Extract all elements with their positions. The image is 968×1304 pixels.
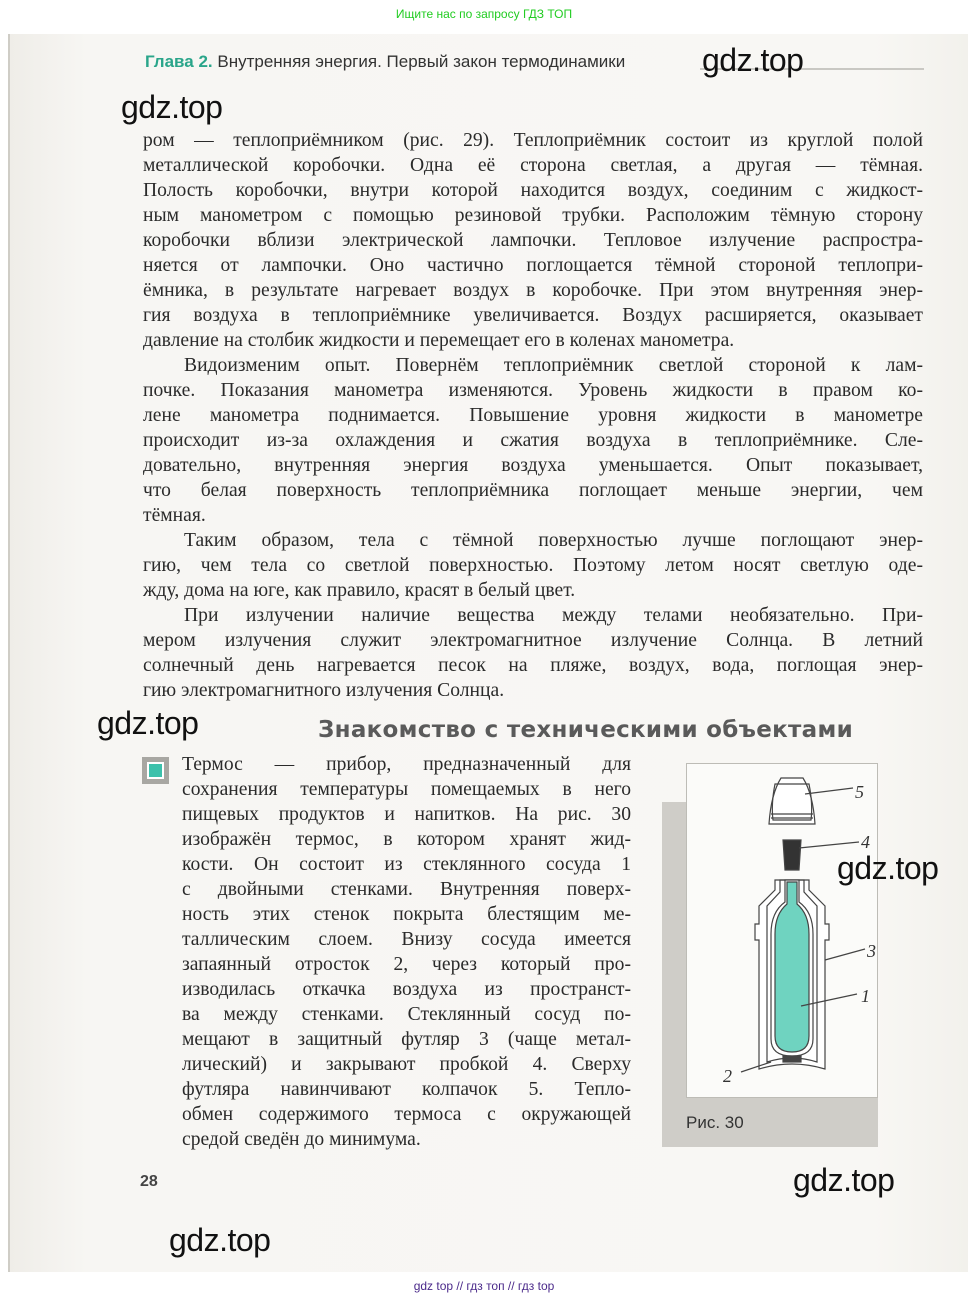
text-line: ром — теплоприёмником (рис. 29). Теплоприёмник состоит из круглой полой: [143, 130, 923, 151]
label-2: 2: [723, 1066, 732, 1086]
watermark: gdz.top: [97, 705, 199, 741]
text-line: Полость коробочки, внутри которой находится воздух, соединим с жидкост-: [143, 180, 923, 201]
thermos-text: [182, 752, 631, 1152]
text-line: ва между стенками. Стеклянный сосуд по-: [182, 1004, 631, 1025]
text-line: няется от лампочки. Оно частично поглощается тёмной стороной теплопри-: [143, 255, 923, 276]
text-line: кости. Он состоит из стеклянного сосуда 1: [182, 854, 631, 875]
text-line: пищевых продуктов и напитков. На рис. 30: [182, 804, 631, 825]
bottom-note: gdz top // гдз топ // гдз top: [413, 1279, 555, 1293]
text-line: гию электромагнитного излучения Солнца.: [143, 680, 505, 701]
text-line: Видоизменим опыт. Повернём теплоприёмник светлой стороной к лам-: [184, 355, 923, 376]
label-1: 1: [861, 986, 870, 1006]
watermark: gdz.top: [169, 1222, 271, 1258]
figure-caption: Рис. 30: [686, 1113, 744, 1132]
label-3: 3: [867, 941, 876, 961]
text-line: тёмная.: [143, 505, 206, 526]
text-line: давление на столбик жидкости и перемещает его в коленах манометра.: [143, 330, 735, 351]
text-line: сохранения температуры помещаемых в него: [182, 779, 631, 800]
text-line: ным манометром с помощью резиновой трубки. Расположим тёмную сторону: [143, 205, 923, 226]
text-line: с двойными стенками. Внутренняя поверх-: [182, 879, 631, 900]
watermark: gdz.top: [793, 1162, 895, 1198]
text-line: солнечный день нагревается песок на пляже, воздух, вода, поглощая энер-: [143, 655, 923, 676]
chapter-header: [145, 52, 625, 72]
chapter-number: Глава 2.: [145, 52, 213, 71]
text-line: таллическим слоем. Внизу сосуда имеется: [182, 929, 631, 950]
text-line: металлической коробочки. Одна её сторона светлая, а другая — тёмная.: [143, 155, 923, 176]
text-line: гию, чем тела со светлой поверхностью. Поэтому летом носят светлую оде-: [143, 555, 923, 576]
label-4: 4: [861, 832, 870, 852]
text-line: средой сведён до минимума.: [182, 1129, 421, 1150]
text-line: почке. Показания манометра изменяются. Уровень жидкости в правом ко-: [143, 380, 923, 401]
watermark: gdz.top: [702, 42, 804, 78]
text-line: гия воздуха в теплоприёмнике увеличивается. Воздух расширяется, оказывает: [143, 305, 923, 326]
text-line: лический) и закрывают пробкой 4. Сверху: [182, 1054, 631, 1075]
text-line: довательно, внутренняя энергия воздуха уменьшается. Опыт показывает,: [143, 455, 923, 476]
text-line: обмен содержимого термоса с окружающей: [182, 1104, 631, 1125]
chapter-title: Внутренняя энергия. Первый закон термодинамики: [217, 52, 626, 71]
text-line: что белая поверхность теплоприёмника поглощает меньше энергии, чем: [143, 480, 923, 501]
section-title: Знакомство с техническими объектами: [318, 717, 853, 743]
thermos-diagram: [687, 764, 879, 1099]
text-line: Таким образом, тела с тёмной поверхностью лучше поглощают энер-: [184, 530, 923, 551]
text-line: изображён термос, в котором хранят жид-: [182, 829, 631, 850]
text-line: Термос — прибор, предназначенный для: [182, 754, 631, 775]
thermos-figure: [686, 763, 878, 1098]
watermark: gdz.top: [121, 89, 223, 125]
text-line: ёмника, в результате нагревает воздух в коробочке. При этом внутренняя энер-: [143, 280, 923, 301]
label-5: 5: [855, 782, 864, 802]
text-line: мещают в защитный футляр 3 (чаще метал-: [182, 1029, 631, 1050]
text-line: коробочки вблизи электрической лампочки. Тепловое излучение распростра-: [143, 230, 923, 251]
text-line: происходит из-за охлаждения и сжатия воздуха в теплоприёмнике. Сле-: [143, 430, 923, 451]
text-line: изводилась откачка воздуха из пространст-: [182, 979, 631, 1000]
text-line: запаянный отросток 2, через который про-: [182, 954, 631, 975]
text-line: лене манометра поднимается. Повышение уровня жидкости в манометре: [143, 405, 923, 426]
text-line: мером излучения служит электромагнитное излучение Солнца. В летний: [143, 630, 923, 651]
section-marker-icon: [142, 757, 169, 784]
page-number: 28: [140, 1173, 158, 1190]
text-line: футляра навинчивают колпачок 5. Тепло-: [182, 1079, 631, 1100]
text-line: При излучении наличие вещества между телами необязательно. При-: [184, 605, 923, 626]
text-line: жду, дома на юге, как правило, красят в белый цвет.: [143, 580, 576, 601]
top-search-note: Ищите нас по запросу ГДЗ ТОП: [395, 7, 573, 21]
main-text: [143, 128, 923, 703]
text-line: ность этих стенок покрыта блестящим ме-: [182, 904, 631, 925]
watermark: gdz.top: [837, 850, 939, 886]
